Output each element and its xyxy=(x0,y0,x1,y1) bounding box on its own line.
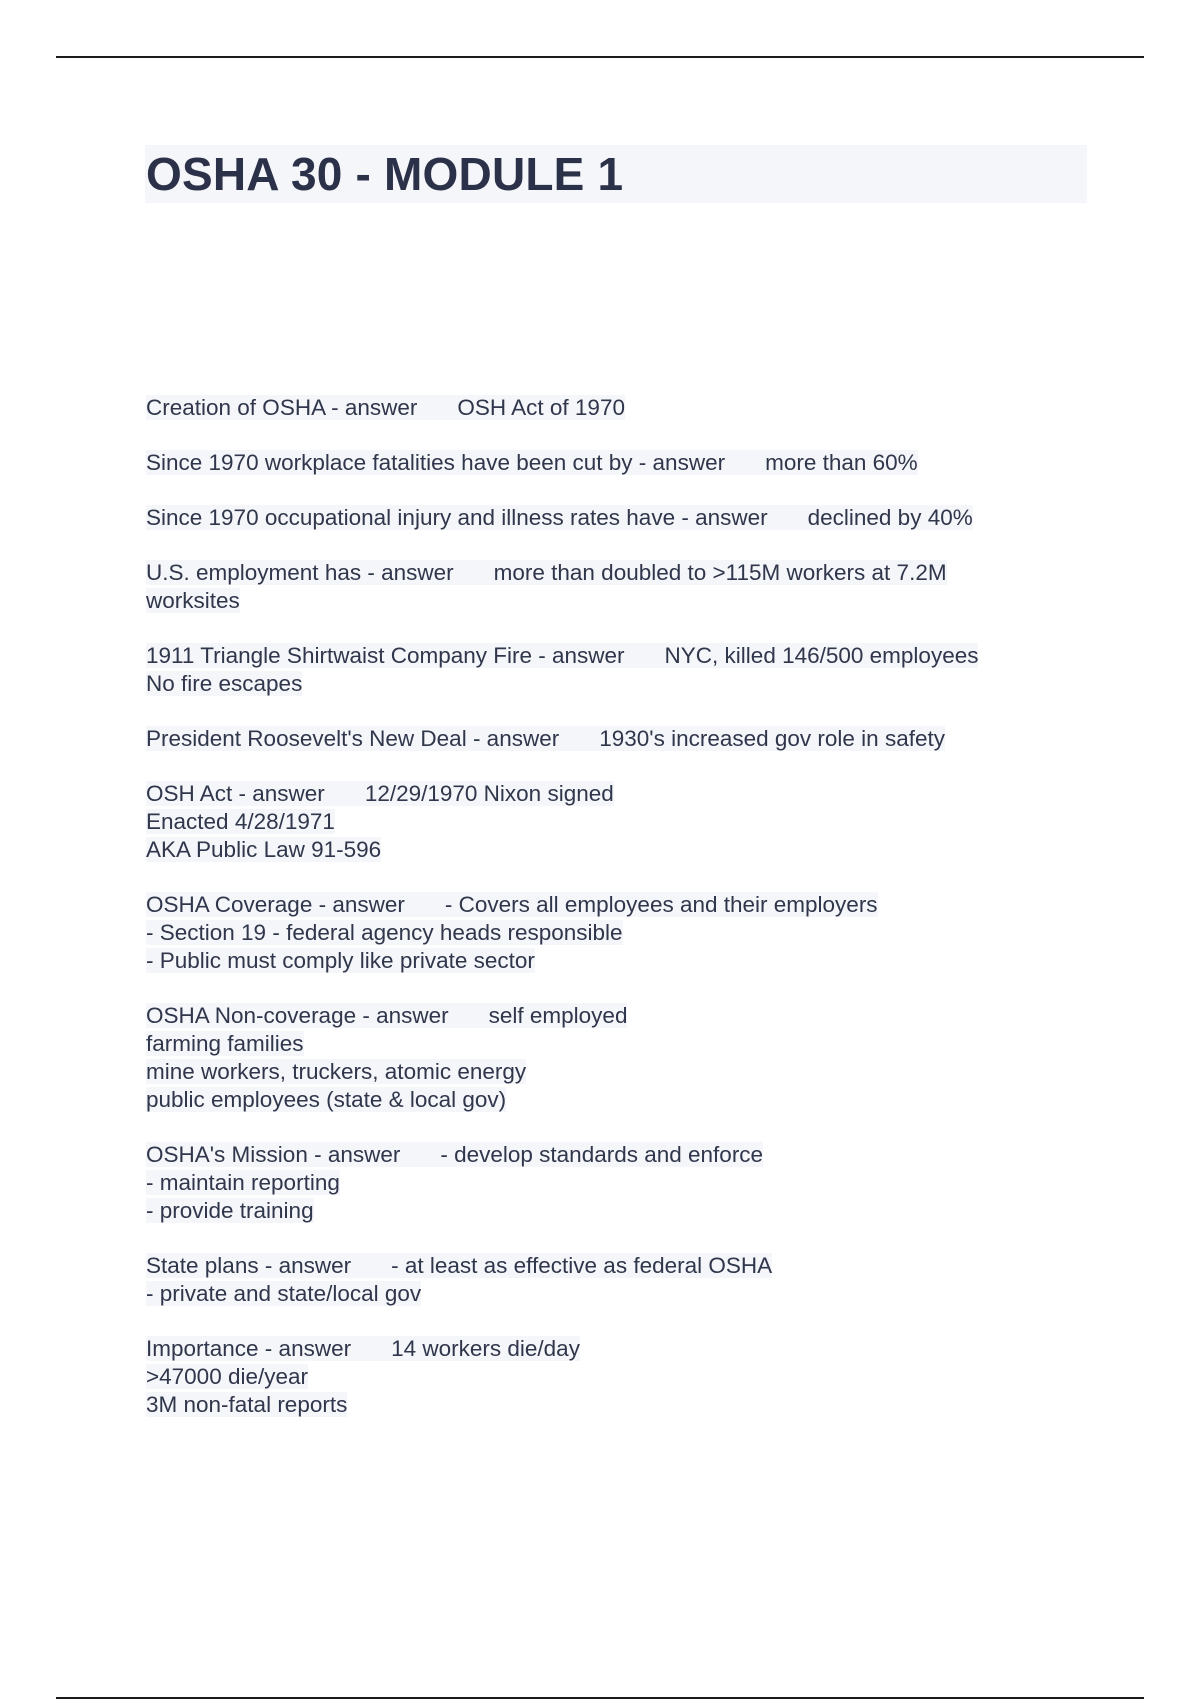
card-answer-line: 3M non-fatal reports xyxy=(146,1392,348,1417)
flashcard xyxy=(146,394,1106,422)
flashcard xyxy=(146,725,1106,753)
top-rule xyxy=(56,56,1144,58)
card-answer-line: worksites xyxy=(146,588,240,613)
card-answer-line: public employees (state & local gov) xyxy=(146,1087,507,1112)
card-answer: self employed xyxy=(488,1003,628,1028)
card-answer-line: - private and state/local gov xyxy=(146,1281,422,1306)
bottom-rule xyxy=(56,1697,1144,1699)
card-answer: - Covers all employees and their employers xyxy=(444,892,878,917)
flashcard xyxy=(146,559,1106,615)
card-term: Since 1970 workplace fatalities have been cut by - answer xyxy=(146,450,726,475)
card-term: Since 1970 occupational injury and illness rates have - answer xyxy=(146,505,768,530)
card-answer-line: Enacted 4/28/1971 xyxy=(146,809,335,834)
flashcard-list xyxy=(146,394,1106,1446)
card-answer: OSH Act of 1970 xyxy=(457,395,625,420)
card-answer-line: - provide training xyxy=(146,1198,314,1223)
flashcard xyxy=(146,1141,1106,1225)
card-answer-line: - Section 19 - federal agency heads responsible xyxy=(146,920,623,945)
card-answer: 12/29/1970 Nixon signed xyxy=(364,781,614,806)
card-term: OSH Act - answer xyxy=(146,781,325,806)
card-answer-line: AKA Public Law 91-596 xyxy=(146,837,382,862)
card-answer: 1930's increased gov role in safety xyxy=(599,726,945,751)
page-title: OSHA 30 - MODULE 1 xyxy=(146,148,624,200)
card-answer: - develop standards and enforce xyxy=(440,1142,764,1167)
card-term: OSHA Coverage - answer xyxy=(146,892,405,917)
card-term: OSHA's Mission - answer xyxy=(146,1142,401,1167)
card-answer-line: farming families xyxy=(146,1031,304,1056)
card-answer: - at least as effective as federal OSHA xyxy=(391,1253,773,1278)
card-answer-line: >47000 die/year xyxy=(146,1364,309,1389)
flashcard xyxy=(146,1335,1106,1419)
card-answer-line: - maintain reporting xyxy=(146,1170,340,1195)
card-answer: NYC, killed 146/500 employees xyxy=(664,643,979,668)
card-answer: more than doubled to >115M workers at 7.2M xyxy=(493,560,947,585)
card-term: U.S. employment has - answer xyxy=(146,560,454,585)
card-answer: 14 workers die/day xyxy=(391,1336,580,1361)
card-term: Creation of OSHA - answer xyxy=(146,395,418,420)
flashcard xyxy=(146,449,1106,477)
card-term: State plans - answer xyxy=(146,1253,352,1278)
card-answer-line: mine workers, truckers, atomic energy xyxy=(146,1059,527,1084)
card-answer-line: - Public must comply like private sector xyxy=(146,948,535,973)
flashcard xyxy=(146,780,1106,864)
flashcard xyxy=(146,504,1106,532)
flashcard xyxy=(146,1002,1106,1114)
flashcard xyxy=(146,891,1106,975)
card-term: Importance - answer xyxy=(146,1336,352,1361)
card-answer: more than 60% xyxy=(765,450,918,475)
card-term: 1911 Triangle Shirtwaist Company Fire - answer xyxy=(146,643,625,668)
flashcard xyxy=(146,1252,1106,1308)
card-term: OSHA Non-coverage - answer xyxy=(146,1003,449,1028)
card-term: President Roosevelt's New Deal - answer xyxy=(146,726,560,751)
flashcard xyxy=(146,642,1106,698)
card-answer-line: No fire escapes xyxy=(146,671,303,696)
card-answer: declined by 40% xyxy=(807,505,973,530)
